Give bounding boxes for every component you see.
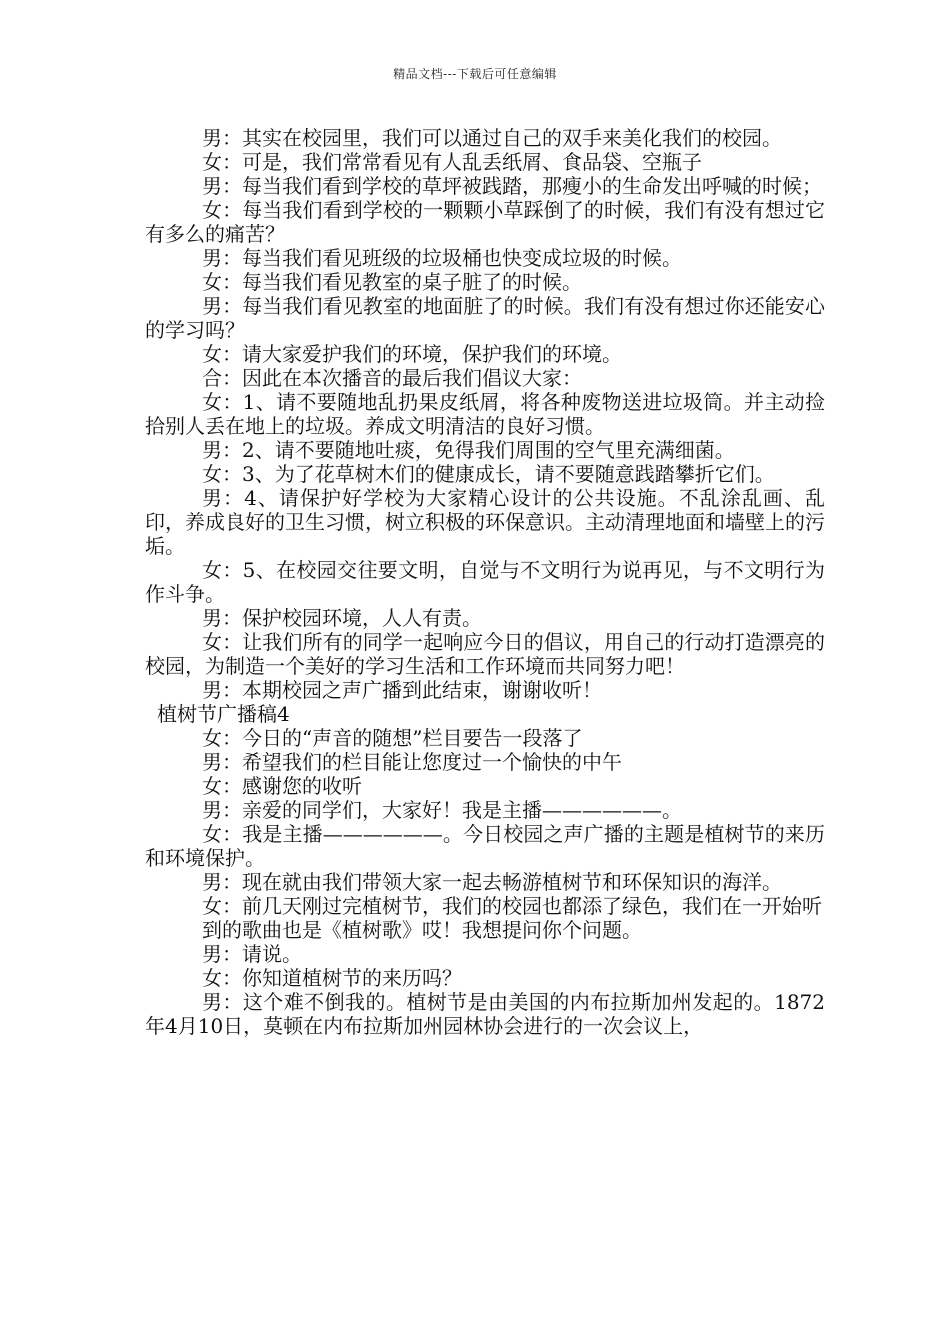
dialogue-paragraph: 男：其实在校园里，我们可以通过自己的双手来美化我们的校园。 xyxy=(202,126,782,150)
dialogue-paragraph: 女：我是主播——————。今日校园之声广播的主题是植树节的来历和环境保护。 xyxy=(145,822,825,870)
dialogue-paragraph: 女：感谢您的收听 xyxy=(202,774,362,798)
dialogue-paragraph: 女：今日的“声音的随想”栏目要告一段落了 xyxy=(202,726,583,750)
dialogue-paragraph: 女：可是，我们常常看见有人乱丢纸屑、食品袋、空瓶子 xyxy=(202,150,702,174)
dialogue-paragraph: 男：每当我们看见班级的垃圾桶也快变成垃圾的时候。 xyxy=(202,246,682,270)
dialogue-paragraph: 男：现在就由我们带领大家一起去畅游植树节和环保知识的海洋。 xyxy=(202,870,782,894)
dialogue-paragraph: 男：请说。 xyxy=(202,942,302,966)
dialogue-paragraph: 男：亲爱的同学们，大家好！我是主播——————。 xyxy=(202,798,682,822)
dialogue-paragraph: 合：因此在本次播音的最后我们倡议大家： xyxy=(202,366,582,390)
dialogue-paragraph: 男：希望我们的栏目能让您度过一个愉快的中午 xyxy=(202,750,622,774)
dialogue-paragraph: 女：每当我们看见教室的桌子脏了的时候。 xyxy=(202,270,582,294)
dialogue-paragraph: 男：2、请不要随地吐痰，免得我们周围的空气里充满细菌。 xyxy=(202,438,735,462)
dialogue-paragraph: 男：每当我们看到学校的草坪被践踏，那瘦小的生命发出呼喊的时候； xyxy=(202,174,822,198)
dialogue-paragraph: 男：4、请保护好学校为大家精心设计的公共设施。不乱涂乱画、乱印，养成良好的卫生习惯，树立积极的环保意识。主动清理地面和墙壁上的污垢。 xyxy=(145,486,825,558)
dialogue-paragraph: 男：保护校园环境，人人有责。 xyxy=(202,606,482,630)
section-title: 植树节广播稿4 xyxy=(157,702,290,726)
dialogue-paragraph: 女：5、在校园交往要文明，自觉与不文明行为说再见，与不文明行为作斗争。 xyxy=(145,558,825,606)
dialogue-paragraph: 女：1、请不要随地乱扔果皮纸屑，将各种废物送进垃圾筒。并主动捡拾别人丢在地上的垃圾。养成文明清洁的良好习惯。 xyxy=(145,390,825,438)
dialogue-paragraph: 女：你知道植树节的来历吗？ xyxy=(202,966,462,990)
dialogue-paragraph: 女：每当我们看到学校的一颗颗小草踩倒了的时候，我们有没有想过它有多么的痛苦？ xyxy=(145,198,825,246)
dialogue-paragraph: 女：让我们所有的同学一起响应今日的倡议，用自己的行动打造漂亮的校园，为制造一个美好的学习生活和工作环境而共同努力吧！ xyxy=(145,630,825,678)
dialogue-paragraph: 女：3、为了花草树木们的健康成长，请不要随意践踏攀折它们。 xyxy=(202,462,775,486)
dialogue-paragraph: 女：前几天刚过完植树节，我们的校园也都添了绿色，我们在一开始听 xyxy=(202,894,822,918)
dialogue-paragraph: 男：本期校园之声广播到此结束，谢谢收听！ xyxy=(202,678,602,702)
dialogue-paragraph: 到的歌曲也是《植树歌》哎！我想提问你个问题。 xyxy=(202,918,642,942)
document-body xyxy=(145,126,825,1038)
dialogue-paragraph: 男：每当我们看见教室的地面脏了的时候。我们有没有想过你还能安心的学习吗？ xyxy=(145,294,825,342)
page-header: 精品文档---下载后可任意编辑 xyxy=(393,67,557,81)
dialogue-paragraph: 女：请大家爱护我们的环境，保护我们的环境。 xyxy=(202,342,622,366)
dialogue-paragraph: 男：这个难不倒我的。植树节是由美国的内布拉斯加州发起的。1872年4月10日，莫顿在内布拉斯加州园林协会进行的一次会议上， xyxy=(145,990,825,1038)
